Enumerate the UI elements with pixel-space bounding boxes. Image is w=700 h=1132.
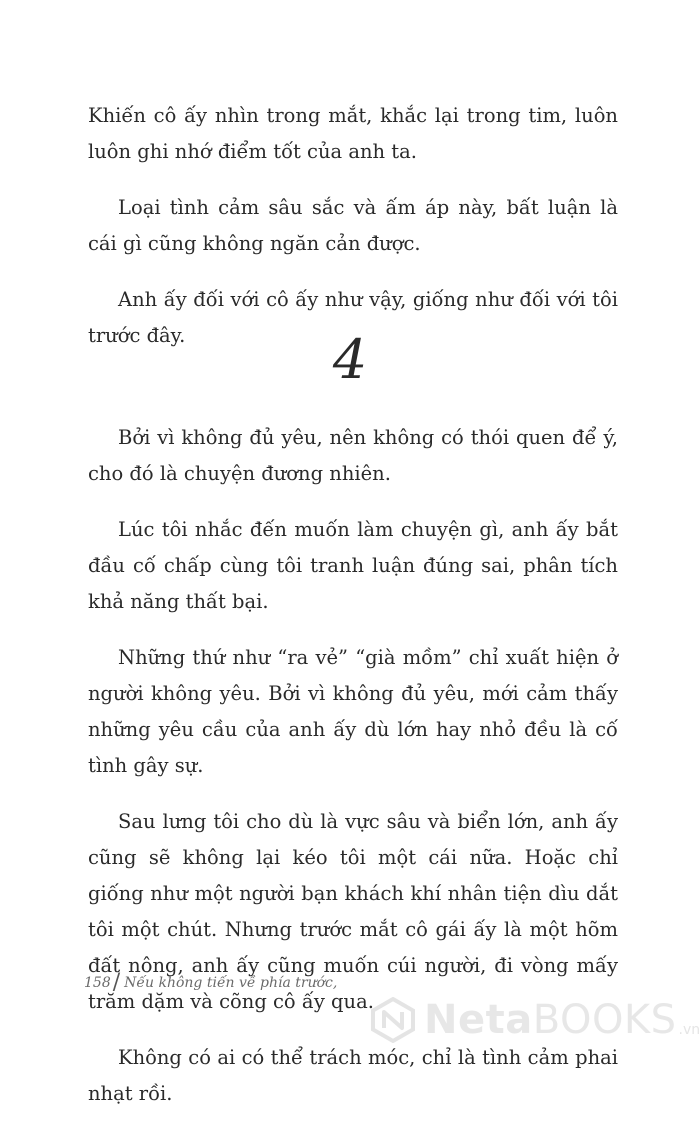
paragraph: Loại tình cảm sâu sắc và ấm áp này, bất luận là cái gì cũng không ngăn cản được. <box>88 196 618 255</box>
watermark-tld: .vn <box>678 1022 700 1038</box>
paragraph: Sau lưng tôi cho dù là vực sâu và biển lớn, anh ấy cũng sẽ không lại kéo tôi một cái nữa. Hoặc chỉ giống như một người bạn khách khí nhân tiện dìu dắt tôi một chút. Nhưng trước mắt cô gái ấy là một hõm đất nông, anh ấy cũng muốn cúi người, đi vòng mấy trăm dặm và cõng cô ấy qua. <box>88 810 618 1013</box>
paragraph: Không có ai có thể trách móc, chỉ là tình cảm phai nhạt rồi. <box>88 1046 618 1105</box>
paragraph: Anh ấy đối với cô ấy như vậy, giống như đối với tôi trước đây. <box>88 288 618 347</box>
netabooks-logo-icon <box>370 997 416 1043</box>
paragraph: Những thứ như “ra vẻ” “già mồm” chỉ xuất hiện ở người không yêu. Bởi vì không đủ yêu, mới cảm thấy những yêu cầu của anh ấy dù lớn hay nhỏ đều là cố tình gây sự. <box>88 646 618 777</box>
chapter-number: 4 <box>332 328 368 391</box>
paragraph: Lúc tôi nhắc đến muốn làm chuyện gì, anh ấy bắt đầu cố chấp cùng tôi tranh luận đúng sai, phân tích khả năng thất bại. <box>88 518 618 613</box>
footer-separator: / <box>112 970 121 995</box>
paragraph: Khiến cô ấy nhìn trong mắt, khắc lại trong tim, luôn luôn ghi nhớ điểm tốt của anh ta. <box>88 104 618 163</box>
paragraph: Bởi vì không đủ yêu, nên không có thói quen để ý, cho đó là chuyện đương nhiên. <box>88 426 618 485</box>
page-number: 158 <box>84 975 111 991</box>
running-title: Nếu không tiến về phía trước, <box>124 975 338 991</box>
page-footer <box>84 970 337 995</box>
watermark <box>370 990 700 1050</box>
watermark-brand: NetaBOOKS <box>424 997 677 1043</box>
